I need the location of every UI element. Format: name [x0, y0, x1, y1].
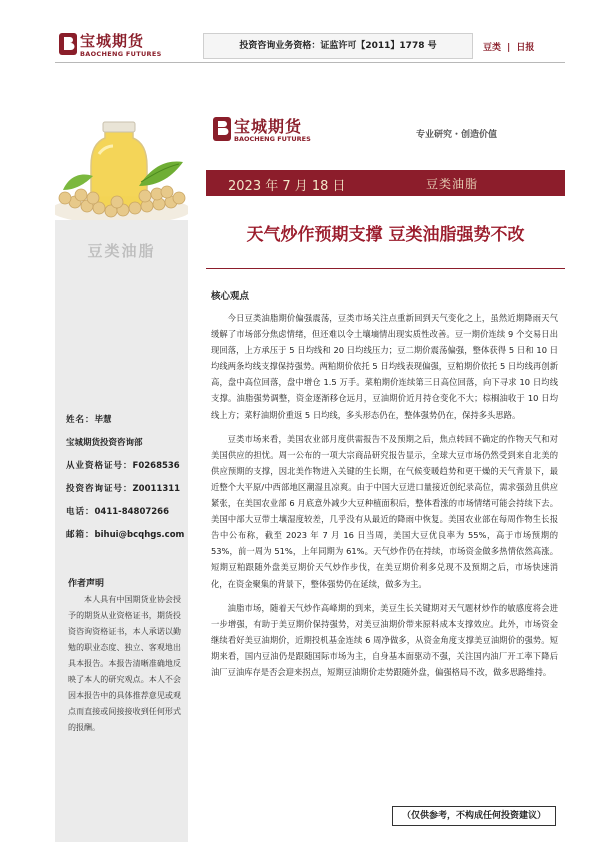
brand-logo-cn: 宝城期货: [234, 117, 303, 136]
baocheng-logo-icon: [58, 31, 78, 57]
cert1-label: 从业资格证号：: [66, 461, 133, 471]
email-label: 邮箱：: [66, 530, 95, 540]
phone-value: 0411-84807266: [94, 507, 170, 517]
analyst-dept: 宝城期货投资咨询部: [66, 438, 143, 448]
brand-logo: [212, 115, 322, 145]
soybean-oil-illustration-icon: [55, 90, 188, 220]
header-category: 豆类: [483, 43, 502, 53]
cert1-value: F0268536: [132, 461, 180, 471]
header-logo-cn: 宝城期货: [80, 32, 145, 50]
header-logo: [58, 30, 162, 60]
statement-title: 作者声明: [68, 579, 105, 589]
title-divider: [206, 268, 565, 269]
header-report-kind: 日报: [516, 43, 535, 53]
header-report-type: [483, 40, 534, 53]
soybean-oil-photo: [55, 90, 188, 220]
date-bar: [206, 170, 565, 196]
analyst-phone: [66, 505, 169, 517]
report-category: 豆类油脂: [426, 177, 479, 191]
analyst-name-label: 姓名：: [66, 415, 95, 425]
header-divider: [55, 62, 565, 63]
email-value[interactable]: bihui@bcqhgs.com: [94, 530, 185, 540]
header-separator: |: [507, 43, 511, 53]
core-view-title: 核心观点: [211, 291, 250, 302]
main-title: 天气炒作预期支撑 豆类油脂强势不改: [246, 225, 525, 245]
product-title: 豆类油脂: [87, 242, 156, 260]
analyst-name-value: 毕慧: [94, 415, 112, 425]
analyst-email: [66, 528, 184, 540]
analyst-cert2: [66, 482, 180, 494]
analyst-cert1: [66, 459, 180, 471]
statement-body: 本人具有中国期货业协会授予的期货从业资格证书，期货投资咨询资格证书，本人承诺以勤勉的职业态度、独立、客观地出具本报告。本报告清晰准确地反映了本人的研究观点。本人不会因本报告中的具体推荐意见或观点而直接或间接接收到任何形式的报酬。: [68, 595, 181, 732]
paragraph: 今日豆类油脂期价偏强震荡，豆类市场关注点重新回到天气变化之上，虽然近期降雨天气缓解了市场部分焦虑情绪，但还难以令土壤墒情出现实质性改善。豆一期价连续 9 个交易日出现回落，上方承压于 5 日均线和 20 日均线压力；豆二期价震荡偏强，整体获得 5 日和 10 日均线两条均线支撑保持强势。两粕期价依托 5 日均线表现偏强，豆粕期价依托 5 日均线再创新高，盘中高位回落，盘中增仓 1.5 万手。菜粕期价连续第三日高位回落，向下寻求 10 日均线支撑。油脂强势调整，资金逐渐移仓远月，豆油期价近月持仓变化不大；棕榈油收于 10 日均线上方；菜籽油期价重返 5 日均线，多头形态仍在，整体强势仍在，保持多头思路。: [211, 313, 558, 420]
analyst-name: [66, 413, 112, 425]
paragraph: 豆类市场来看，美国农业部月度供需报告不及预期之后，焦点转回不确定的作物天气和对美国供应的担忧。周一公布的一项大宗商品研究报告显示，全球大豆市场仍然受到来自北美的供应预期的支撑，因北美作物进入关键的生长期，在气候变暖趋势和更干燥的天气背景下，最近整个大平原/中西部地区潮湿且凉爽。由于中国大豆进口量接近创纪录高位，需求强劲且供应紧张，在美国农业部 6 月底意外减少大豆种植面积后，整体看涨的市场情绪可能会持续下去。美国中部大豆带土壤湿度较差，几乎没有从最近的降雨中恢复。美国农业部在每周作物生长报告中公布称，截至 2023 年 7 月 16 日当周，美国大豆优良率为 55%，高于市场预期的 53%，前一周为 51%，上年同期为 61%。天气炒作仍在持续，市场资金做多热情依然高涨。短期豆粕跟随外盘美豆期价天气炒作步伐，在美豆期价利多兑现不及预期之后，市场快速消化，在资金聚集的背景下，整体强势仍在延续，做多为主。: [211, 433, 558, 589]
core-view-body: [211, 310, 558, 688]
header-logo-en: BAOCHENG FUTURES: [80, 50, 162, 58]
cert2-label: 投资咨询证号：: [66, 484, 133, 494]
report-date: 2023 年 7 月 18 日: [228, 179, 346, 194]
cert2-value: Z0011311: [132, 484, 181, 494]
license-box: 投资咨询业务资格：证监许可【2011】1778 号: [203, 33, 473, 59]
brand-logo-en: BAOCHENG FUTURES: [234, 135, 311, 143]
baocheng-brand-icon: [212, 115, 232, 143]
paragraph: 油脂市场，随着天气炒作高峰期的到来，美豆生长关键期对天气题材炒作的敏感度将会进一步增强，有助于美豆期价保持强势，对美豆油期价带来原料成本支撑效应。此外，市场资金继续看好美豆油期价，近期投机基金连续 6 周净做多，从资金角度支撑美豆油期价的强势。短期来看，国内豆油仍是跟随国际市场为主，自身基本面驱动不强，关注国内油厂开工率下降后油厂豆油库存是否会迎来拐点，短期豆油期价走势跟随外盘，偏强格局不改，做多思路维持。: [211, 602, 558, 677]
disclaimer-box: （仅供参考，不构成任何投资建议）: [392, 806, 556, 826]
phone-label: 电话：: [66, 507, 95, 517]
brand-slogan: 专业研究・创造价值: [416, 130, 498, 140]
